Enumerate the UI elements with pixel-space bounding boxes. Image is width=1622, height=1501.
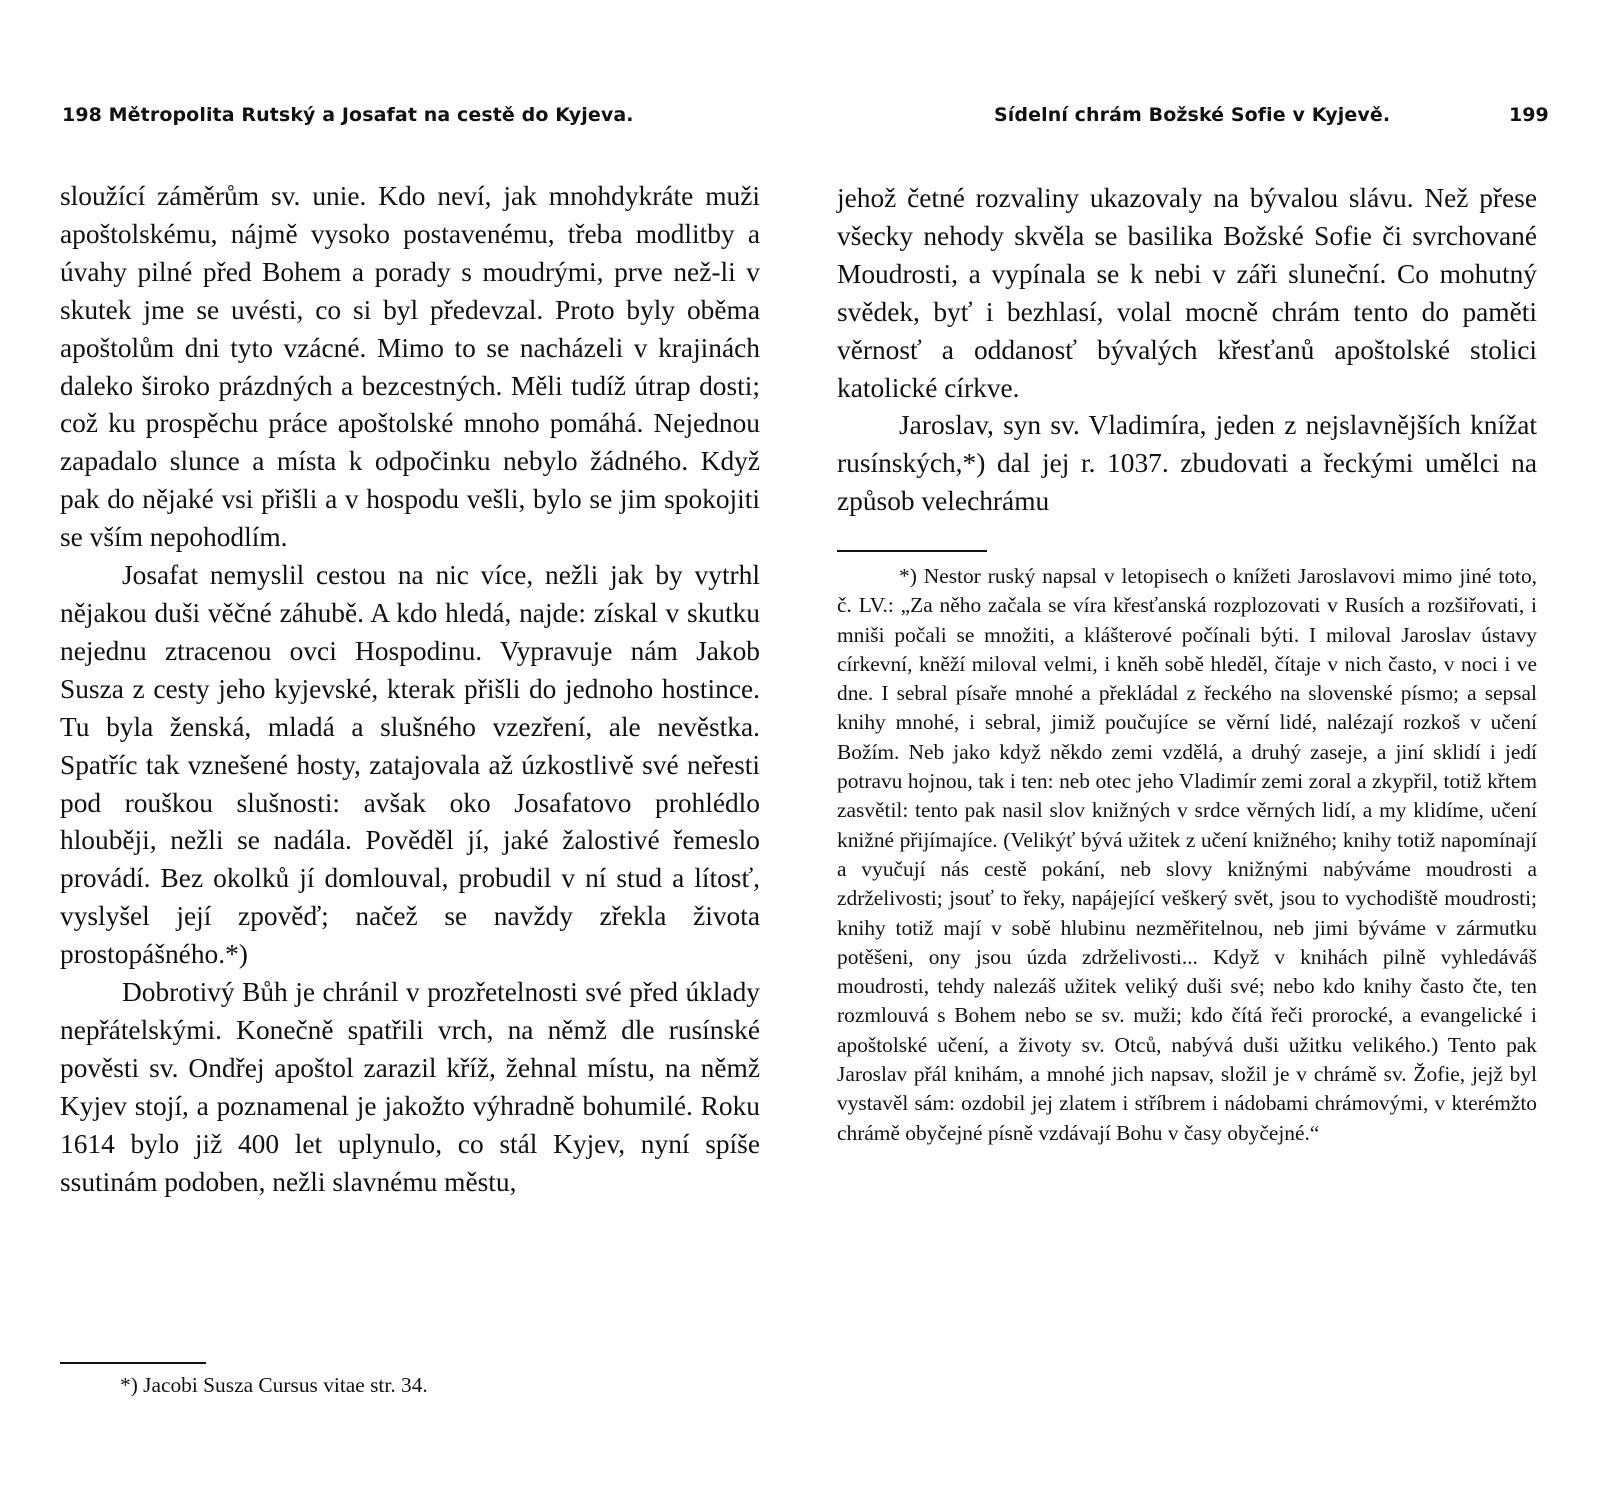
- left-footnote: [120, 1371, 680, 1400]
- left-footnote-text: *) Jacobi Susza Cursus vitae str. 34.: [120, 1373, 428, 1397]
- right-footnote: [837, 562, 1537, 1148]
- right-running-head: Sídelní chrám Božské Sofie v Kyjevě.: [994, 104, 1391, 126]
- right-body-text: [837, 180, 1537, 521]
- left-paragraph-3: Dobrotivý Bůh je chránil v prozřetelnosti své před úklady nepřátelskými. Konečně spatřili vrch, na němž dle rusínské pověsti sv. Ondřej apoštol zarazil kříž, žehnal místu, na němž Kyjev stojí, a poznamenal je jakožto výhradně bohumilé. Roku 1614 bylo již 400 let uplynulo, co stál Kyjev, nyní spíše ssutinám podoben, nežli slavnému městu,: [60, 977, 760, 1197]
- right-paragraph-1: jehož četné rozvaliny ukazovaly na bývalou slávu. Než přese všecky nehody skvěla se basilika Božské Sofie či svrchované Moudrosti, a vypínala se k nebi v záři sluneční. Co mohutný svědek, byť i bezhlasí, volal mocně chrám tento do paměti věrnosť a oddanosť bývalých křesťanů apoštolské stolici katolické církve.: [837, 183, 1537, 403]
- right-page-number: 199: [1509, 104, 1549, 126]
- left-paragraph-2: Josafat nemyslil cestou na nic více, nežli jak by vytrhl nějakou duši věčné záhubě. A kdo hledá, najde: získal v skutku nejednu ztracenou ovci Hospodinu. Vypravuje nám Jakob Susza z cesty jeho kyjevské, kterak přišli do jednoho hostince. Tu byla ženská, mladá a slušného vzezření, ale nevěstka. Spatříc tak vznešené hosty, zatajovala až úzkostlivě své neřesti pod rouškou slušnosti: avšak oko Josafatovo prohlédlo hlouběji, nežli se nadála. Pověděl jí, jaké žalostivé řemeslo provádí. Bez okolků jí domlouval, probudil v ní stud a lítosť, vyslyšel její zpověď; načež se navždy zřekla života prostopášného.*): [60, 560, 760, 970]
- left-running-head: 198 Mětropolita Rutský a Josafat na cestě do Kyjeva.: [62, 104, 634, 126]
- left-paragraph-1: sloužící záměrům sv. unie. Kdo neví, jak mnohdykráte muži apoštolskému, nájmě vysoko postavenému, třeba modlitby a úvahy pilné před Bohem a porady s moudrými, prve než-li v skutek jme se uvésti, co si byl předevzal. Proto byly oběma apoštolům dni tyto vzácné. Mimo to se nacházeli v krajinách daleko široko prázdných a bezcestných. Měli tudíž útrap dosti; což ku prospěchu práce apoštolské mnoho pomáhá. Nejednou zapadalo slunce a místa k odpočinku nebylo žádného. Když pak do nějaké vsi přišli a v hospodu vešli, bylo se jim spokojiti se vším nepohodlím.: [60, 181, 760, 553]
- right-page: [811, 0, 1622, 1501]
- right-footnote-rule: [837, 550, 987, 552]
- left-body-text: [60, 178, 760, 1201]
- right-footnote-text: *) Nestor ruský napsal v letopisech o knížeti Jaroslavovi mimo jiné toto, č. LV.: „Za něho začala se víra křesťanská rozplozovati v Rusích a rozšiřovati, i mniši počali se množiti, a klášterové počínali býti. I miloval Jaroslav ústavy církevní, kněží miloval velmi, i kněh sobě hleděl, čítaje v nich často, v noci i ve dne. I sebral písaře mnohé a překládal z řeckého na slovenské písmo; a sepsal knihy mnohé, i sebral, jimiž poučujíce se věrní lidé, nalézají rozkoš v učení Božím. Neb jako když někdo zemi vzdělá, a druhý zaseje, a jiní sklidí i jedí potravu hojnou, tak i ten: neb otec jeho Vladimír zemi zoral a zkypřil, totiž křtem zasvětil: tento pak nasil slov knižných v srdce věrných lidí, a my klidíme, učení knižné přijímajíce. (Velikýť bývá užitek z učení knižného; knihy totiž napomínají a vyučují nás cestě pokání, neb slovy knižnými nabýváme moudrosti a zdrželivosti; jsouť to řeky, napájející veškerý svět, jsou to vychodiště moudrosti; knihy totiž mají v sobě hlubinu nezměřitelnou, neb jimi býváme v zármutku potěšeni, ony jsou úzda zdrželivosti... Když v knihách pilně vyhledáváš moudrosti, tehdy nalezáš užitek veliký duši své; nebo kdo knihy často čte, ten rozmlouvá s Bohem nebo se sv. muži; kdo čítá řeči prorocké, a evangelické i apoštolské učení, a životy sv. Otců, nabývá duši užitku velikého.) Tento pak Jaroslav přál knihám, a mnohé jich napsav, složil je v chrámě sv. Žofie, jejž byl vystavěl sám: ozdobil jej zlatem i stříbrem i nádobami chrámovými, v kterémžto chrámě obyčejné písně vzdávají Bohu v časy obyčejné.“: [837, 564, 1537, 1145]
- right-paragraph-2: Jaroslav, syn sv. Vladimíra, jeden z nejslavnějších knížat rusínských,*) dal jej r. 1037. zbudovati a řeckými umělci na způsob velechrámu: [837, 410, 1537, 517]
- left-footnote-rule: [60, 1362, 206, 1364]
